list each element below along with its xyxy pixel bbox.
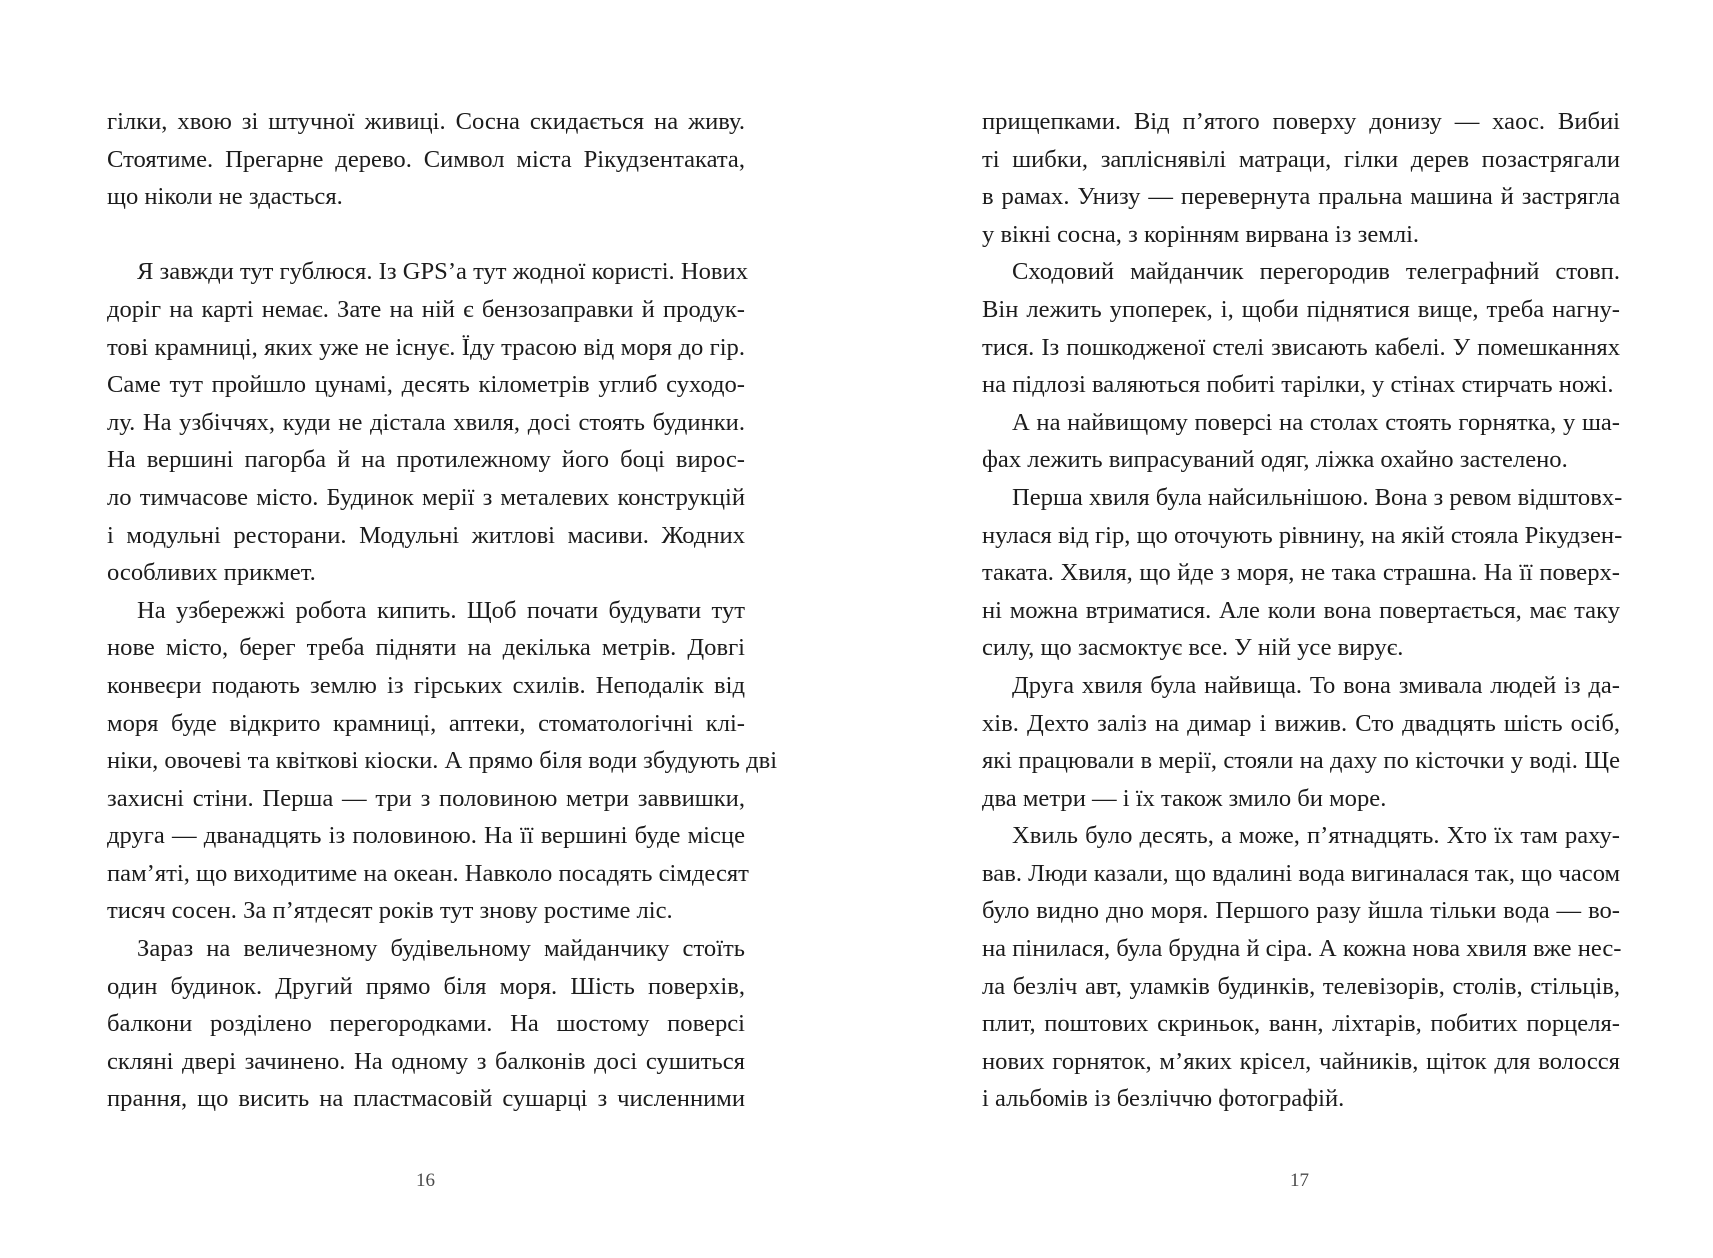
text-line: що ніколи не здасться. (107, 183, 343, 211)
text-line: Хвиль було десять, а може, п’ятнадцять. Хто їх там раху- (1012, 822, 1620, 850)
text-line: на підлозі валяються побиті тарілки, у стінах стирчать ножі. (982, 371, 1614, 399)
text-line: і модульні ресторани. Модульні житлові масиви. Жодних (107, 521, 745, 549)
text-line: на пінилася, була брудна й сіра. А кожна нова хвиля вже нес- (982, 935, 1622, 963)
text-line: друга — дванадцять із половиною. На її вершині буде місце (107, 822, 745, 850)
text-line: фах лежить випрасуваний одяг, ліжка охайно застелено. (982, 446, 1568, 474)
text-line: ті шибки, запліснявілі матраци, гілки дерев позастрягали (982, 145, 1620, 173)
text-line: силу, що засмоктує все. У ній усе вирує. (982, 634, 1404, 662)
text-line: один будинок. Другий прямо біля моря. Шість поверхів, (107, 972, 745, 1000)
text-line: які працювали в мерії, стояли на даху по кісточки у воді. Ще (982, 747, 1620, 775)
text-line: нове місто, берег треба підняти на декілька метрів. Довгі (107, 634, 745, 662)
text-line: лу. На узбіччях, куди не дістала хвиля, досі стоять будинки. (107, 408, 745, 436)
left-page-text (107, 103, 778, 1118)
text-line: ла безліч авт, уламків будинків, телевізорів, столів, стільців, (982, 972, 1620, 1000)
text-line: тові крамниці, яких уже не існує. Їду трасою від моря до гір. (107, 333, 745, 361)
text-line: нових горняток, м’яких крісел, чайників, щіток для волосся (982, 1047, 1620, 1075)
text-line: прання, що висить на пластмасовій сушарці з численними (107, 1085, 745, 1113)
text-line: скляні двері зачинено. На одному з балконів досі сушиться (107, 1047, 745, 1075)
text-line: особливих прикмет. (107, 559, 316, 587)
text-line: ні можна втриматися. Але коли вона повертається, має таку (982, 596, 1620, 624)
text-line: захисні стіни. Перша — три з половиною метри заввишки, (107, 784, 745, 812)
text-line: таката. Хвиля, що йде з моря, не така страшна. На її поверх- (982, 559, 1620, 587)
text-line: Саме тут пройшло цунамі, десять кілометрів углиб суходо- (107, 371, 745, 399)
page-number-right: 17 (1290, 1170, 1309, 1191)
right-page-text (982, 103, 1623, 1118)
text-line: вав. Люди казали, що вдалині вода вигиналася так, що часом (982, 859, 1621, 887)
text-line: Зараз на величезному будівельному майданчику стоїть (137, 935, 745, 963)
text-line: плит, поштових скриньок, ванн, ліхтарів, побитих порцеля- (982, 1010, 1620, 1038)
text-line: На вершині пагорба й на протилежному його боці вирос- (107, 446, 745, 474)
text-line: у вікні сосна, з корінням вирвана із землі. (982, 220, 1420, 248)
right-page (856, 0, 1713, 1258)
text-line: ніки, овочеві та квіткові кіоски. А прямо біля води збудують дві (107, 747, 778, 775)
text-line: доріг на карті немає. Зате на ній є бензозаправки й продук- (107, 295, 745, 323)
text-line: пам’яті, що виходитиме на океан. Навколо посадять сімдесят (107, 859, 749, 887)
page-number-left: 16 (416, 1170, 435, 1191)
text-line: На узбережжі робота кипить. Щоб почати будувати тут (137, 596, 745, 624)
section-break (107, 216, 745, 254)
text-line: ло тимчасове місто. Будинок мерії з металевих конструкцій (107, 483, 745, 511)
text-line: Перша хвиля була найсильнішою. Вона з ревом відштовх- (1012, 483, 1623, 511)
text-line: Друга хвиля була найвища. То вона змивала людей із да- (1012, 671, 1620, 699)
text-line: Сходовий майданчик перегородив телеграфний стовп. (1012, 258, 1620, 286)
text-line: і альбомів із безліччю фотографій. (982, 1085, 1345, 1113)
text-line: було видно дно моря. Першого разу йшла тільки вода — во- (982, 897, 1620, 925)
text-line: балкони розділено перегородками. На шостому поверсі (107, 1010, 745, 1038)
text-line: Я завжди тут гублюся. Із GPS’а тут жодної користі. Нових (137, 258, 748, 286)
text-line: гілки, хвою зі штучної живиці. Сосна скидається на живу. (107, 108, 745, 135)
text-line: прищепками. Від п’ятого поверху донизу — хаос. Вибиі (982, 108, 1620, 135)
left-page (0, 0, 856, 1258)
text-line: Він лежить упоперек, і, щоби піднятися вище, треба нагну- (982, 295, 1620, 323)
text-line: моря буде відкрито крамниці, аптеки, стоматологічні клі- (107, 709, 745, 737)
text-line: Стоятиме. Прегарне дерево. Символ міста Рікудзентаката, (107, 145, 745, 173)
text-line: конвеєри подають землю із гірських схилів. Неподалік від (107, 671, 745, 699)
text-line: тися. Із пошкодженої стелі звисають кабелі. У помешканнях (982, 333, 1620, 361)
text-line: тисяч сосен. За п’ятдесят років тут знову ростиме ліс. (107, 897, 673, 925)
text-line: в рамах. Унизу — перевернута пральна машина й застрягла (982, 183, 1620, 211)
text-line: два метри — і їх також змило би море. (982, 784, 1387, 812)
text-line: хів. Дехто заліз на димар і вижив. Сто двадцять шість осіб, (982, 709, 1620, 737)
text-line: нулася від гір, що оточують рівнину, на якій стояла Рікудзен- (982, 521, 1623, 549)
text-line: А на найвищому поверсі на столах стоять горнятка, у ша- (1012, 408, 1620, 436)
